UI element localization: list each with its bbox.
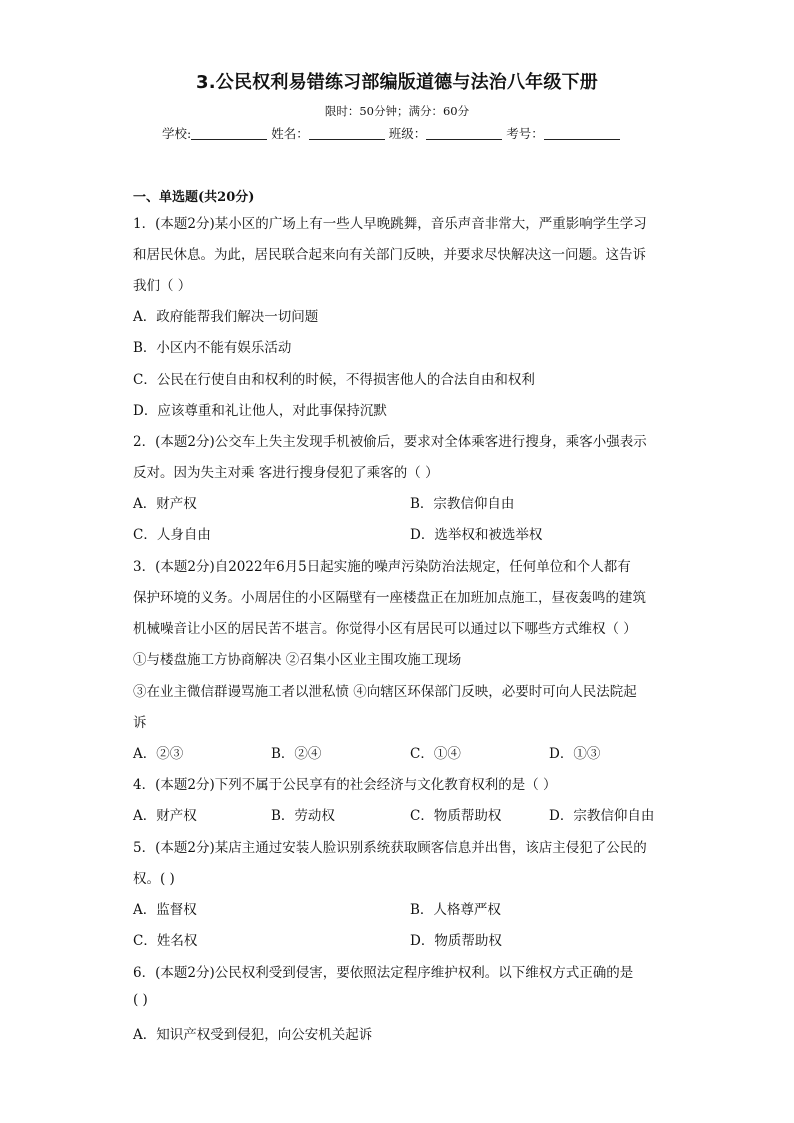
school-blank (191, 127, 267, 140)
q5-line-2: 权。( ) (133, 871, 175, 887)
q3-line-1: 3．(本题2分)自2022年6月5日起实施的噪声污染防治法规定，任何单位和个人都有 (133, 559, 631, 575)
q4-option-b: B．劳动权 (271, 808, 335, 824)
q3-option-d: D．①③ (549, 746, 601, 762)
exam-no-label: 考号： (506, 126, 544, 141)
q5-option-b: B．人格尊严权 (410, 902, 501, 918)
page-title: 3.公民权利易错练习部编版道德与法治八年级下册 (196, 72, 598, 93)
q3-line-4: ①与楼盘施工方协商解决 ②召集小区业主围攻施工现场 (133, 652, 462, 668)
q1-line-2: 和居民休息。为此，居民联合起来向有关部门反映，并要求尽快解决这一问题。这告诉 (133, 247, 646, 263)
q3-option-c: C．①④ (410, 746, 461, 762)
q2-option-c: C．人身自由 (133, 527, 211, 543)
q1-option-c: C．公民在行使自由和权利的时候，不得损害他人的合法自由和权利 (133, 372, 535, 388)
time-score-limit: 限时：50分钟；满分：60分 (324, 104, 470, 118)
section-heading: 一、单选题(共20分) (133, 190, 255, 205)
class-label: 班级： (388, 126, 427, 141)
q1-line-1: 1．(本题2分)某小区的广场上有一些人早晚跳舞，音乐声音非常大，严重影响学生学习 (133, 216, 647, 232)
q3-option-a: A．②③ (133, 746, 184, 762)
name-label: 姓名： (271, 126, 309, 141)
q4-line-1: 4．(本题2分)下列不属于公民享有的社会经济与文化教育权利的是（ ） (133, 777, 557, 793)
q6-option-a: A．知识产权受到侵犯，向公安机关起诉 (133, 1027, 373, 1043)
q4-option-a: A．财产权 (133, 808, 197, 824)
q2-line-1: 2．(本题2分)公交车上失主发现手机被偷后，要求对全体乘客进行搜身，乘客小强表示 (133, 434, 647, 450)
q3-line-5: ③在业主微信群谩骂施工者以泄私愤 ④向辖区环保部门反映，必要时可向人民法院起 (133, 684, 637, 700)
class-blank (426, 127, 502, 140)
q3-line-3: 机械噪音让小区的居民苦不堪言。你觉得小区有居民可以通过以下哪些方式维权（ ） (133, 621, 637, 637)
name-blank (309, 127, 385, 140)
q1-line-3: 我们（ ） (133, 278, 192, 294)
q5-option-c: C．姓名权 (133, 933, 198, 949)
q3-line-6: 诉 (133, 715, 147, 731)
q2-line-2: 反对。因为失主对乘 客进行搜身侵犯了乘客的（ ） (133, 465, 439, 481)
q4-option-c: C．物质帮助权 (410, 808, 502, 824)
q5-option-d: D．物质帮助权 (410, 933, 502, 949)
q4-option-d: D．宗教信仰自由 (549, 808, 655, 824)
q2-option-b: B．宗教信仰自由 (410, 496, 515, 512)
q3-line-2: 保护环境的义务。小周居住的小区隔壁有一座楼盘正在加班加点施工，昼夜轰鸣的建筑 (133, 590, 646, 606)
exam-no-blank (544, 127, 620, 140)
q1-option-d: D．应该尊重和礼让他人，对此事保持沉默 (133, 403, 387, 419)
q5-line-1: 5．(本题2分)某店主通过安装人脸识别系统获取顾客信息并出售，该店主侵犯了公民的 (133, 840, 647, 856)
school-label: 学校: (162, 126, 192, 141)
q2-option-a: A．财产权 (133, 496, 197, 512)
student-info-row (162, 124, 620, 142)
q2-option-d: D．选举权和被选举权 (410, 527, 543, 543)
q6-line-2: ( ) (133, 992, 148, 1008)
q6-line-1: 6．(本题2分)公民权利受到侵害，要依照法定程序维护权利。以下维权方式正确的是 (133, 965, 634, 981)
q1-option-b: B．小区内不能有娱乐活动 (133, 340, 292, 356)
q3-option-b: B．②④ (271, 746, 322, 762)
q1-option-a: A．政府能帮我们解决一切问题 (133, 309, 319, 325)
q5-option-a: A．监督权 (133, 902, 197, 918)
